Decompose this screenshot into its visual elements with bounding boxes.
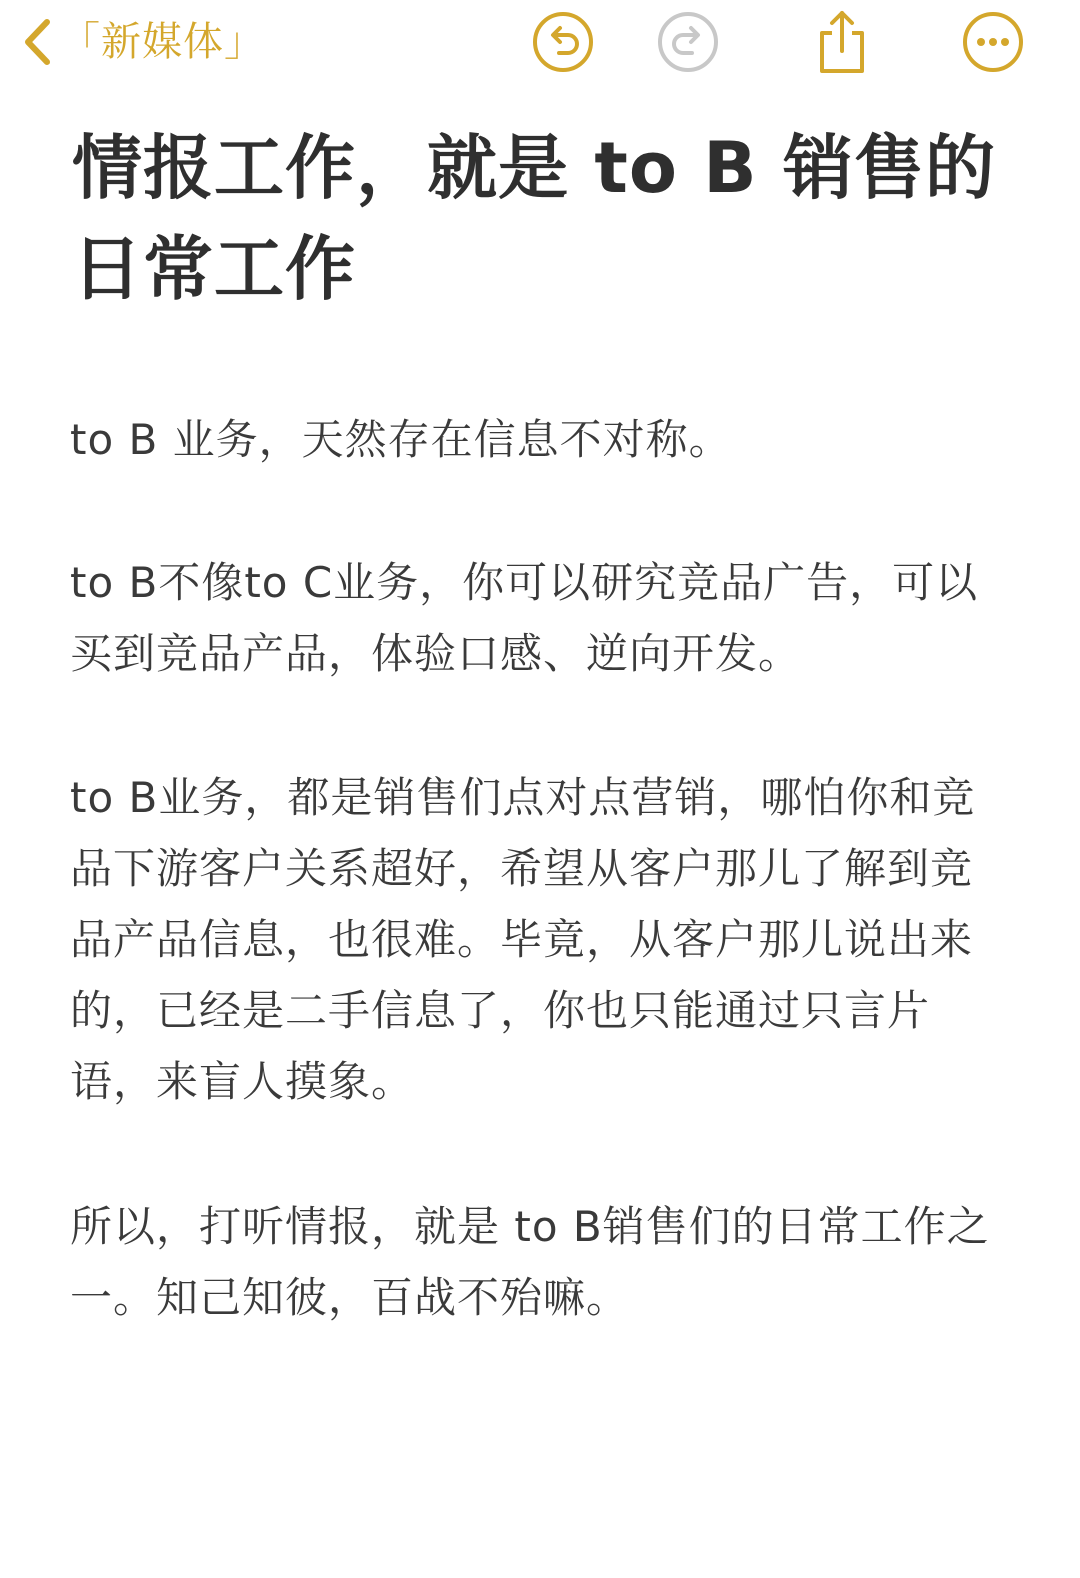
note-paragraph[interactable]: to B不像to C业务，你可以研究竞品广告，可以买到竞品产品，体验口感、逆向开发。 — [70, 558, 979, 678]
undo-button[interactable] — [531, 10, 595, 74]
undo-icon — [532, 11, 594, 73]
note-paragraph[interactable]: to B 业务，天然存在信息不对称。 — [70, 415, 732, 464]
note-title[interactable]: 情报工作，就是 to B 销售的日常工作 — [72, 127, 997, 310]
back-button-label: 「新媒体」 — [60, 19, 265, 65]
share-icon — [812, 9, 872, 75]
notes-toolbar — [0, 0, 1080, 92]
back-button[interactable] — [20, 12, 265, 72]
share-button[interactable] — [810, 10, 874, 74]
more-button[interactable] — [961, 10, 1025, 74]
redo-icon — [657, 11, 719, 73]
more-icon — [962, 11, 1024, 73]
note-paragraph[interactable]: 所以，打听情报，就是 to B销售们的日常工作之一。知己知彼，百战不殆嘛。 — [70, 1202, 990, 1322]
chevron-left-icon — [20, 17, 54, 67]
note-paragraph[interactable]: to B业务，都是销售们点对点营销，哪怕你和竞品下游客户关系超好，希望从客户那儿了解到竞品产品信息，也很难。毕竟，从客户那儿说出来的，已经是二手信息了，你也只能通过只言片语，来盲人摸象。 — [70, 773, 976, 1106]
redo-button[interactable] — [656, 10, 720, 74]
